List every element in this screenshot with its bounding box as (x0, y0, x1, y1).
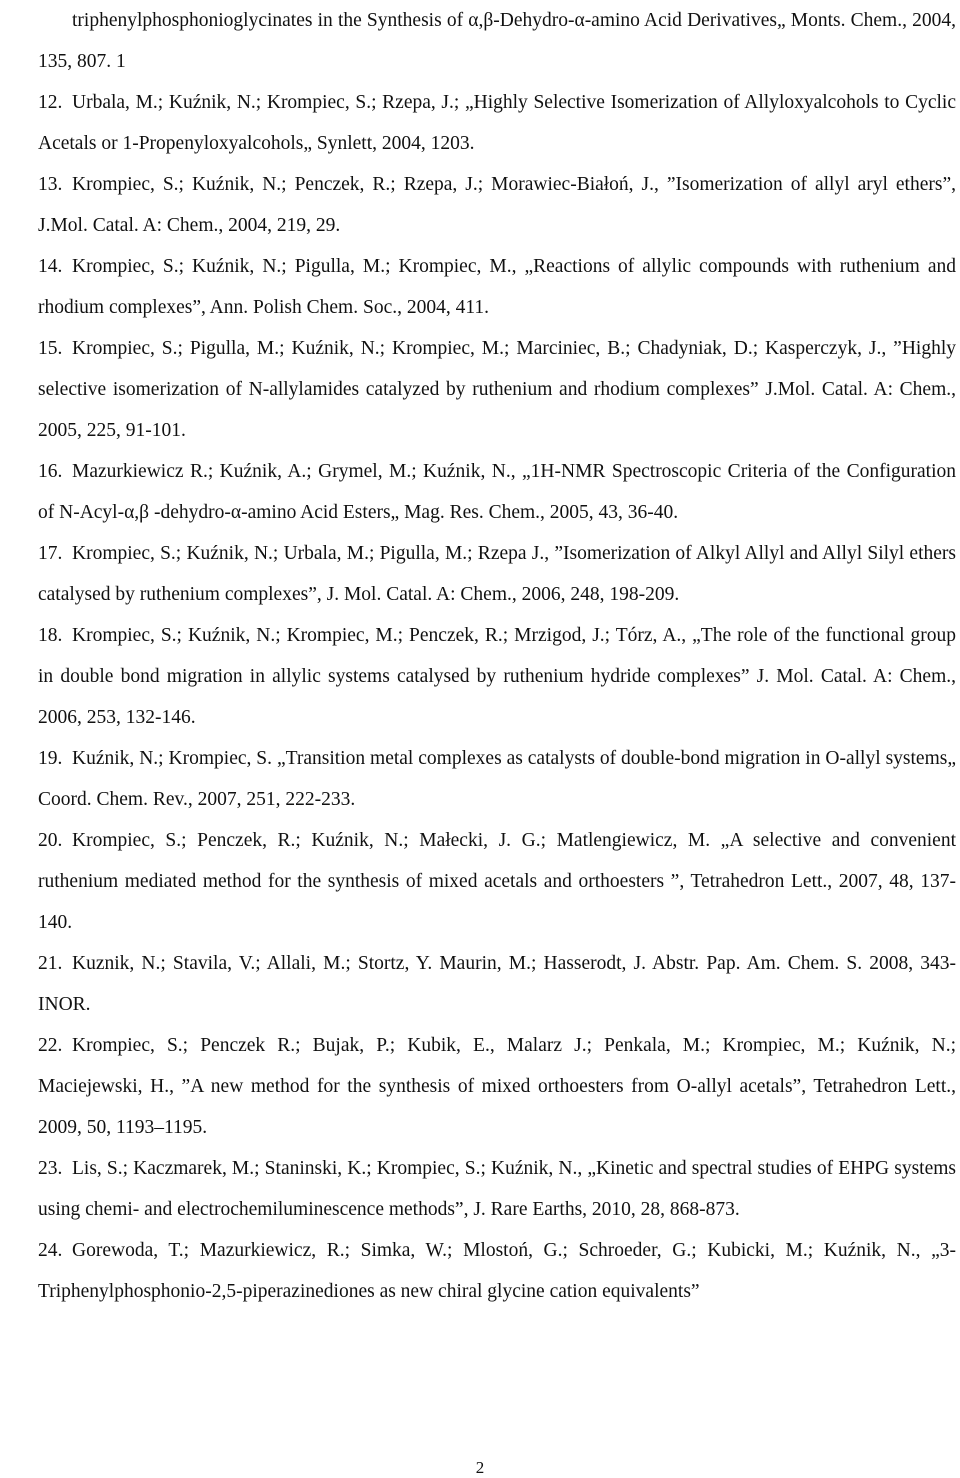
reference-text: Mazurkiewicz R.; Kuźnik, A.; Grymel, M.; Kuźnik, N., „1H-NMR Spectroscopic Criteria of the Configuration of N-Acyl-α,β -dehydro-α-amino Acid Esters„ Mag. Res. Chem., 2005, 43, 36-40. (38, 461, 956, 523)
reference-text: Gorewoda, T.; Mazurkiewicz, R.; Simka, W.; Mlostoń, G.; Schroeder, G.; Kubicki, M.; Kuźnik, N., „3-Triphenylphosphonio-2,5-piperazinediones as new chiral glycine cation equivalents” (38, 1240, 956, 1302)
reference-number: 14. (38, 256, 63, 277)
reference-item (0, 246, 960, 328)
reference-item (0, 451, 960, 533)
reference-number: 15. (38, 338, 63, 359)
reference-item (0, 164, 960, 246)
reference-item (0, 1025, 960, 1148)
reference-item (0, 820, 960, 943)
reference-item (0, 738, 960, 820)
page-number: 2 (475, 1458, 485, 1477)
reference-number: 22. (38, 1035, 63, 1056)
reference-item (0, 0, 960, 82)
reference-item (0, 943, 960, 1025)
reference-item (0, 615, 960, 738)
reference-item (0, 1148, 960, 1230)
reference-number: 23. (38, 1158, 63, 1179)
reference-number: 21. (38, 953, 63, 974)
reference-number: 13. (38, 174, 63, 195)
reference-number: 17. (38, 543, 63, 564)
reference-text: Krompiec, S.; Penczek R.; Bujak, P.; Kubik, E., Malarz J.; Penkala, M.; Krompiec, M.; Kuźnik, N.; Maciejewski, H., ”A new method for the synthesis of mixed orthoesters from O-allyl acetals”, Tetrahedron Lett., 2009, 50, 1193–1195. (38, 1035, 956, 1138)
reference-text: Krompiec, S.; Penczek, R.; Kuźnik, N.; Małecki, J. G.; Matlengiewicz, M. „A selective and convenient ruthenium mediated method for the synthesis of mixed acetals and orthoesters ”, Tetrahedron Lett., 2007, 48, 137-140. (38, 830, 956, 933)
reference-text: triphenylphosphonioglycinates in the Synthesis of α,β-Dehydro-α-amino Acid Derivatives„ Monts. Chem., 2004, 135, 807. 1 (38, 10, 956, 72)
reference-number: 16. (38, 461, 63, 482)
reference-item (0, 533, 960, 615)
reference-number: 18. (38, 625, 63, 646)
reference-text: Kuznik, N.; Stavila, V.; Allali, M.; Stortz, Y. Maurin, M.; Hasserodt, J. Abstr. Pap. Am. Chem. S. 2008, 343-INOR. (38, 953, 956, 1015)
reference-text: Krompiec, S.; Kuźnik, N.; Penczek, R.; Rzepa, J.; Morawiec-Białoń, J., ”Isomerization of allyl aryl ethers”, J.Mol. Catal. A: Chem., 2004, 219, 29. (38, 174, 956, 236)
reference-text: Krompiec, S.; Pigulla, M.; Kuźnik, N.; Krompiec, M.; Marciniec, B.; Chadyniak, D.; Kasperczyk, J., ”Highly selective isomerization of N-allylamides catalyzed by ruthenium and rhodium complexes” J.Mol. Catal. A: Chem., 2005, 225, 91-101. (38, 338, 956, 441)
reference-number: 20. (38, 830, 63, 851)
reference-text: Lis, S.; Kaczmarek, M.; Staninski, K.; Krompiec, S.; Kuźnik, N., „Kinetic and spectral studies of EHPG systems using chemi- and electrochemiluminescence methods”, J. Rare Earths, 2010, 28, 868-873. (38, 1158, 956, 1220)
reference-text: Kuźnik, N.; Krompiec, S. „Transition metal complexes as catalysts of double-bond migration in O-allyl systems„ Coord. Chem. Rev., 2007, 251, 222-233. (38, 748, 956, 810)
reference-text: Urbala, M.; Kuźnik, N.; Krompiec, S.; Rzepa, J.; „Highly Selective Isomerization of Allyloxyalcohols to Cyclic Acetals or 1-Propenyloxyalcohols„ Synlett, 2004, 1203. (38, 92, 956, 154)
reference-number: 24. (38, 1240, 63, 1261)
reference-text: Krompiec, S.; Kuźnik, N.; Krompiec, M.; Penczek, R.; Mrzigod, J.; Tórz, A., „The role of the functional group in double bond migration in allylic systems catalysed by ruthenium hydride complexes” J. Mol. Catal. A: Chem., 2006, 253, 132-146. (38, 625, 956, 728)
reference-item (0, 328, 960, 451)
reference-text: Krompiec, S.; Kuźnik, N.; Pigulla, M.; Krompiec, M., „Reactions of allylic compounds with ruthenium and rhodium complexes”, Ann. Polish Chem. Soc., 2004, 411. (38, 256, 956, 318)
reference-number: 19. (38, 748, 63, 769)
reference-number: 12. (38, 92, 63, 113)
reference-text: Krompiec, S.; Kuźnik, N.; Urbala, M.; Pigulla, M.; Rzepa J., ”Isomerization of Alkyl Allyl and Allyl Silyl ethers catalysed by ruthenium complexes”, J. Mol. Catal. A: Chem., 2006, 248, 198-209. (38, 543, 956, 605)
reference-item (0, 82, 960, 164)
reference-item (0, 1230, 960, 1312)
